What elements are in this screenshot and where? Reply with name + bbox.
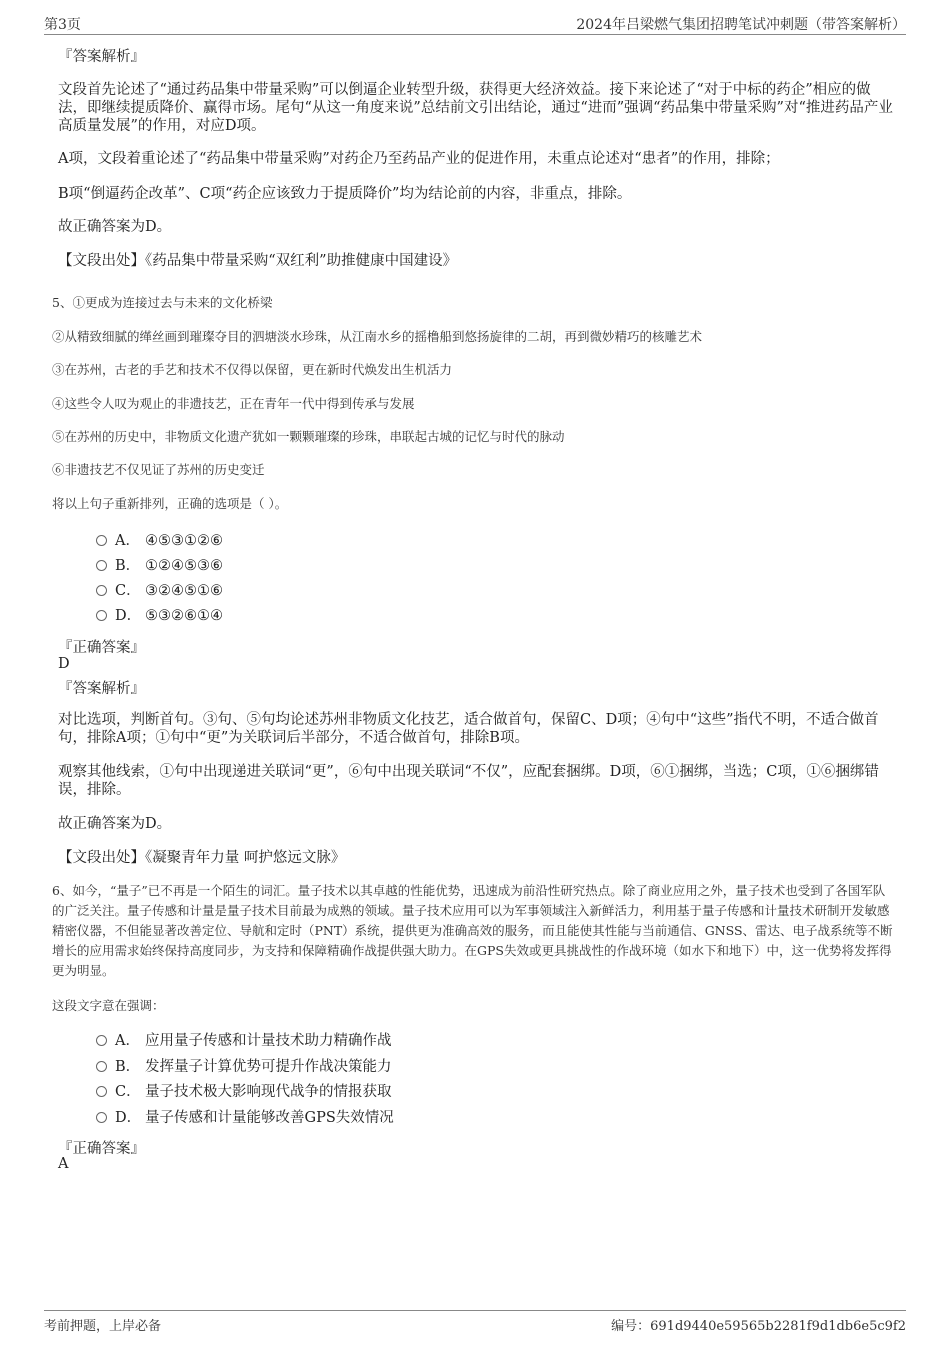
radio-icon[interactable] [96,585,107,596]
q6-option-d[interactable]: D． 量子传感和计量能够改善GPS失效情况 [96,1108,394,1128]
q5-sentence-2: ②从精致细腻的缂丝画到璀璨夺目的泗塘淡水珍珠，从江南水乡的摇橹船到悠扬旋律的二胡，再到微妙精巧的核雕艺术 [52,329,703,344]
document-id: 编号：691d9440e59565b2281f9d1db6e5c9f2 [611,1319,906,1334]
q6-option-c[interactable]: C． 量子技术极大影响现代战争的情报获取 [96,1082,392,1102]
q5-option-c[interactable]: C． ③②④⑤①⑥ [96,581,223,601]
radio-icon[interactable] [96,1112,107,1123]
q5-source: 【文段出处】《凝聚青年力量 呵护悠远文脉》 [58,850,346,866]
q5-answer-label: 『正确答案』 [58,640,145,656]
q6-option-a[interactable]: A． 应用量子传感和计量技术助力精确作战 [96,1031,392,1051]
q5-analysis-p3: 故正确答案为D。 [58,816,172,832]
page-footer [44,1310,906,1334]
footer-slogan: 考前押题，上岸必备 [44,1319,162,1334]
q6-prompt: 这段文字意在强调： [52,998,165,1013]
q5-answer: D [58,656,70,672]
q5-sentence-5: ⑤在苏州的历史中，非物质文化遗产犹如一颗颗璀璨的珍珠，串联起古城的记忆与时代的脉动 [52,429,565,444]
q4-analysis-p2: A项，文段着重论述了“药品集中带量采购”对药企乃至药品产业的促进作用，未重点论述对“患者”的作用，排除； [58,151,780,167]
q4-analysis-p3: B项“倒逼药企改革”、C项“药企应该致力于提质降价”均为结论前的内容，非重点，排除。 [58,186,632,202]
radio-icon[interactable] [96,610,107,621]
radio-icon[interactable] [96,535,107,546]
radio-icon[interactable] [96,560,107,571]
q6-answer-label: 『正确答案』 [58,1141,145,1157]
q5-sentence-3: ③在苏州，古老的手艺和技术不仅得以保留，更在新时代焕发出生机活力 [52,362,453,377]
q5-option-b[interactable]: B． ①②④⑤③⑥ [96,556,223,576]
q4-analysis-p4: 故正确答案为D。 [58,219,172,235]
q5-sentence-6: ⑥非遗技艺不仅见证了苏州的历史变迁 [52,462,265,477]
q4-analysis-label: 『答案解析』 [58,49,145,65]
q5-prompt: 将以上句子重新排列，正确的选项是（ ）。 [52,496,288,511]
q5-option-d[interactable]: D． ⑤③②⑥①④ [96,606,223,626]
radio-icon[interactable] [96,1061,107,1072]
q5-option-a[interactable]: A． ④⑤③①②⑥ [96,531,223,551]
q6-answer: A [58,1156,69,1172]
q5-sentence-4: ④这些令人叹为观止的非遗技艺，正在青年一代中得到传承与发展 [52,396,415,411]
q4-analysis-p1: 文段首先论述了“通过药品集中带量采购”可以倒逼企业转型升级，获得更大经济效益。接下来论述了“对于中标的药企”相应的做法，即继续提质降价、赢得市场。尾句“从这一角度来说”总结前文引出结论，通过“进而”强调“药品集中带量采购”对“推进药品产业高质量发展”的作用，对应D项。 [58,82,893,134]
q6-stem: 6、如今，“量子”已不再是一个陌生的词汇。量子技术以其卓越的性能优势，迅速成为前沿性研究热点。除了商业应用之外，量子技术也受到了各国军队的广泛关注。量子传感和计量是量子技术目前最为成熟的领域。量子技术应用可以为军事领域注入新鲜活力，利用基于量子传感和计量技术研制开发敏感精密仪器，不但能显著改善定位、导航和定时（PNT）系统，提供更为准确高效的服务，而且能使其性能与当前通信、GNSS、雷达、电子战系统等不断增长的应用需求始终保持高度同步，为支持和保障精确作战提供强大助力。在GPS失效或更具挑战性的作战环境（如水下和地下）中，这一优势将发挥得更为明显。 [52,883,893,978]
page-header [44,12,906,35]
radio-icon[interactable] [96,1086,107,1097]
document-title: 2024年吕梁燃气集团招聘笔试冲刺题（带答案解析） [576,17,906,33]
q4-source: 【文段出处】《药品集中带量采购“双红利”助推健康中国建设》 [58,253,458,269]
page-number: 第3页 [44,17,81,33]
radio-icon[interactable] [96,1035,107,1046]
q5-sentence-1: 5、①更成为连接过去与未来的文化桥梁 [52,295,273,310]
q5-analysis-p2: 观察其他线索，①句中出现递进关联词“更”，⑥句中出现关联词“不仅”，应配套捆绑。D项，⑥①捆绑，当选；C项，①⑥捆绑错误，排除。 [58,764,879,798]
q5-analysis-p1: 对比选项，判断首句。③句、⑤句均论述苏州非物质文化技艺，适合做首句，保留C、D项；④句中“这些”指代不明，不适合做首句，排除A项；①句中“更”为关联词后半部分，不适合做首句，排除B项。 [58,712,879,746]
q5-analysis-label: 『答案解析』 [58,681,145,697]
q6-option-b[interactable]: B． 发挥量子计算优势可提升作战决策能力 [96,1057,392,1077]
